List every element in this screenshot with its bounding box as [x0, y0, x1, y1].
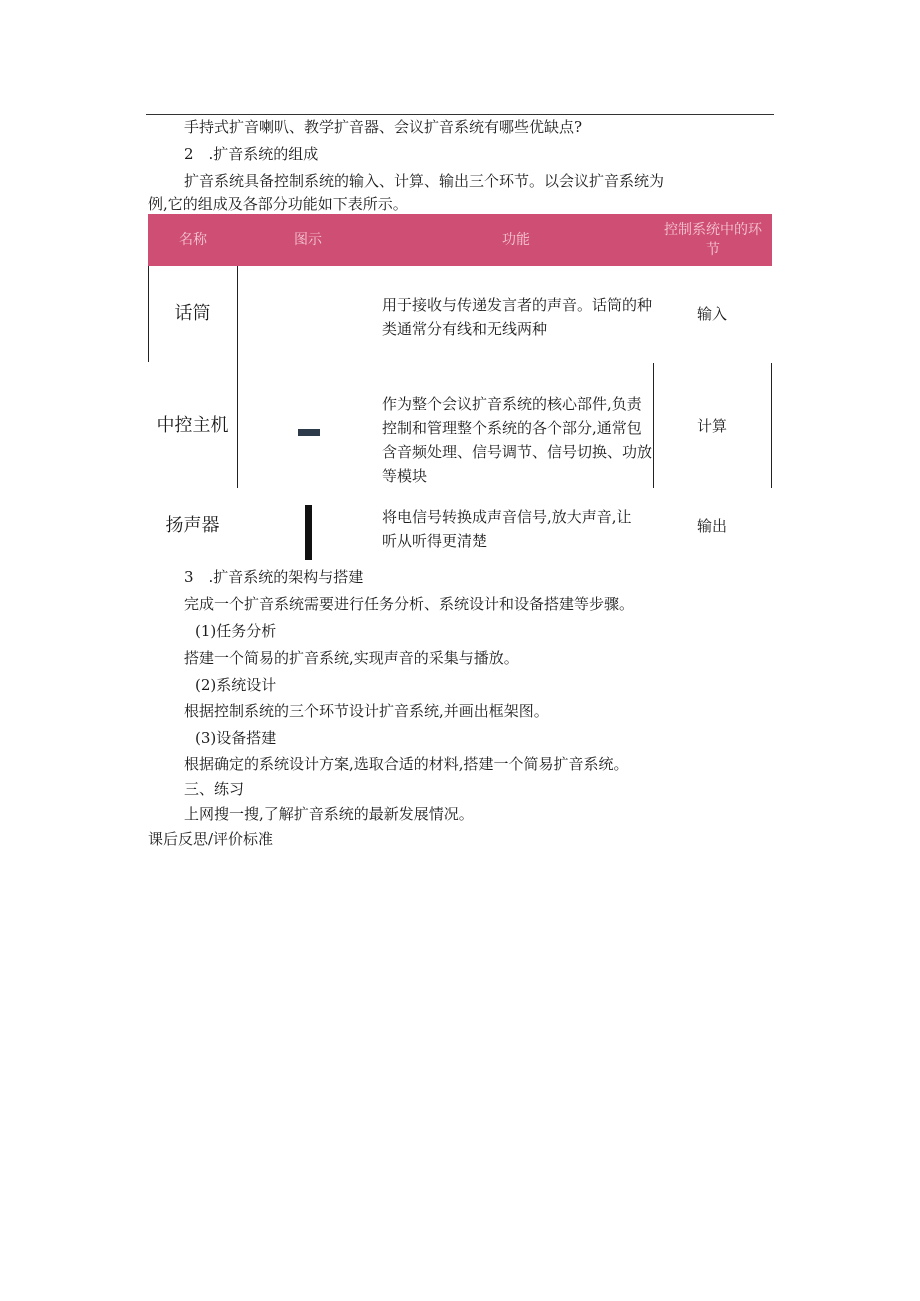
exercise-heading: 三、练习	[184, 780, 245, 798]
host-device-image	[298, 429, 320, 436]
function-line: 含音频处理、信号调节、信号切换、功放	[382, 443, 653, 461]
row-function-host	[382, 392, 652, 488]
step1-title: (1)任务分析	[195, 622, 277, 640]
header-function: 功能	[502, 232, 530, 248]
row-name-host: 中控主机	[156, 415, 229, 436]
step3-text: 根据确定的系统设计方案,选取合适的材料,搭建一个简易扩音系统。	[184, 755, 629, 773]
function-line: 将电信号转换成声音信号,放大声音,让	[382, 508, 632, 526]
table-border-right	[771, 363, 772, 488]
function-line: 类通常分有线和无线两种	[382, 320, 548, 338]
row-stage-host: 计算	[696, 417, 727, 435]
section2-paragraph-line2: 例,它的组成及各部分功能如下表所示。	[148, 195, 408, 213]
step1-text: 搭建一个简易的扩音系统,实现声音的采集与播放。	[184, 649, 519, 667]
row-name-speaker: 扬声器	[165, 515, 220, 536]
section3-heading: 3 .扩音系统的架构与搭建	[184, 568, 364, 586]
section3-intro: 完成一个扩音系统需要进行任务分析、系统设计和设备搭建等步骤。	[184, 595, 635, 613]
function-line: 听从听得更清楚	[382, 532, 488, 550]
row-name-microphone: 话筒	[174, 303, 211, 324]
row-function-speaker	[382, 505, 632, 553]
function-line: 用于接收与传递发言者的声音。话筒的种	[382, 296, 653, 314]
header-rule	[146, 114, 774, 115]
step3-title: (3)设备搭建	[195, 729, 277, 747]
row-function-microphone	[382, 293, 652, 341]
row-stage-speaker: 输出	[696, 517, 727, 535]
header-name: 名称	[179, 232, 207, 248]
row-stage-microphone: 输入	[696, 305, 727, 323]
speaker-device-image	[305, 505, 312, 560]
section2-paragraph-line1: 扩音系统具备控制系统的输入、计算、输出三个环节。以会议扩音系统为	[184, 172, 665, 190]
header-stage-line1: 控制系统中的环	[664, 222, 762, 238]
exercise-text: 上网搜一搜,了解扩音系统的最新发展情况。	[184, 805, 474, 823]
step2-text: 根据控制系统的三个环节设计扩音系统,并画出框架图。	[184, 702, 549, 720]
function-line: 作为整个会议扩音系统的核心部件,负责	[382, 395, 642, 413]
section2-heading: 2 .扩音系统的组成	[184, 145, 319, 163]
function-line: 控制和管理整个系统的各个部分,通常包	[382, 419, 642, 437]
step2-title: (2)系统设计	[195, 676, 277, 694]
table-header-row	[148, 214, 772, 266]
table-border-figure	[237, 266, 238, 488]
footer-label: 课后反思/评价标准	[148, 830, 274, 848]
header-figure: 图示	[294, 232, 322, 248]
header-stage	[654, 220, 772, 260]
intro-question: 手持式扩音喇叭、教学扩音器、会议扩音系统有哪些优缺点?	[184, 118, 583, 136]
header-stage-line2: 节	[706, 242, 720, 258]
function-line: 等模块	[382, 467, 428, 485]
